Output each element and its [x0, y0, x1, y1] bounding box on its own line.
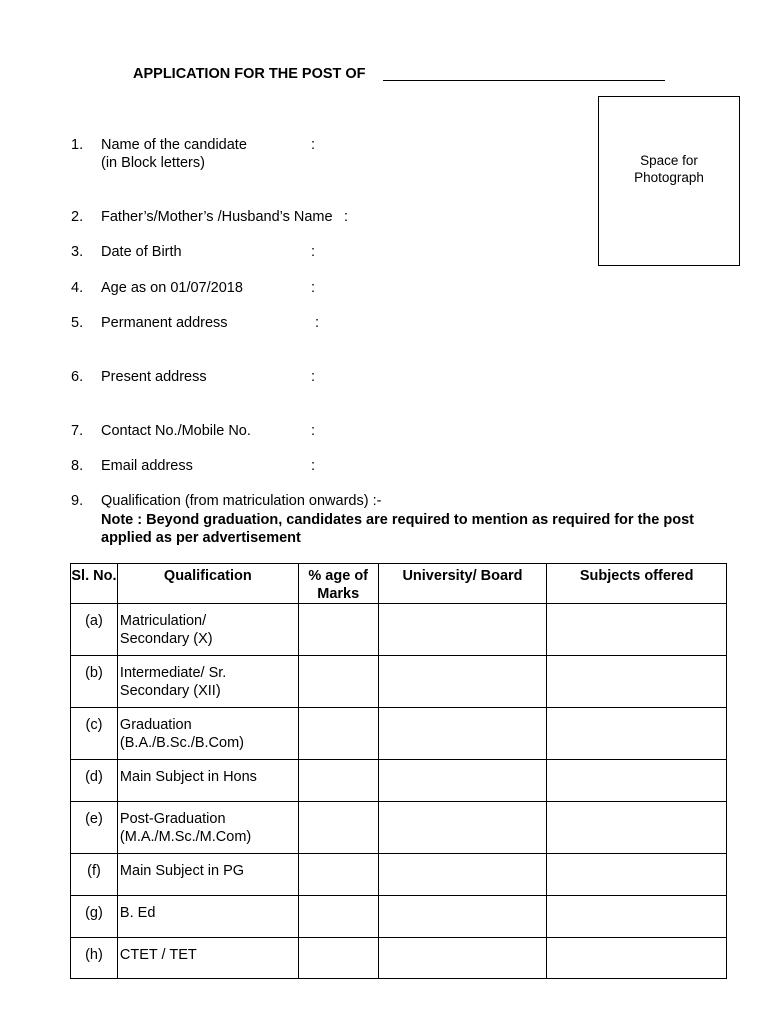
field-number: 5.: [71, 315, 84, 331]
qualification-line: B. Ed: [119, 905, 156, 921]
qualification-cell: [117, 656, 298, 708]
field-colon: :: [311, 423, 316, 439]
field-number: 8.: [71, 458, 84, 474]
marks-cell[interactable]: [298, 854, 378, 896]
sl-no: (a): [71, 604, 118, 656]
form-title: APPLICATION FOR THE POST OF: [133, 66, 366, 82]
photo-label: [599, 152, 739, 186]
field-label-dob: Date of Birth: [101, 244, 182, 260]
subjects-cell[interactable]: [547, 938, 727, 979]
marks-cell[interactable]: [298, 896, 378, 938]
table-row: [71, 760, 727, 802]
sl-no: (f): [71, 854, 118, 896]
qualification-line: (M.A./M.Sc./M.Com): [119, 829, 252, 845]
university-cell[interactable]: [378, 604, 547, 656]
qualification-line: (B.A./B.Sc./B.Com): [119, 735, 245, 751]
table-row: [71, 896, 727, 938]
field-number: 3.: [71, 244, 84, 260]
field-sublabel-block-letters: (in Block letters): [101, 155, 205, 171]
qualification-line: Intermediate/ Sr.: [119, 665, 227, 681]
table-row: [71, 656, 727, 708]
col-header-qualification: Qualification: [117, 564, 298, 604]
subjects-cell[interactable]: [547, 708, 727, 760]
qualification-line: Main Subject in PG: [119, 863, 245, 879]
field-label-qualification: Qualification (from matriculation onwards) :-: [101, 493, 382, 509]
photo-label-line1: Space for: [640, 153, 698, 168]
marks-cell[interactable]: [298, 604, 378, 656]
qualification-line: Post-Graduation: [119, 811, 226, 827]
qualification-note: Note : Beyond graduation, candidates are required to mention as required for the post applied as per advertisement: [101, 512, 694, 546]
qualification-cell: [117, 760, 298, 802]
col-header-subjects: Subjects offered: [547, 564, 727, 604]
marks-cell[interactable]: [298, 760, 378, 802]
qualification-cell: [117, 708, 298, 760]
subjects-cell[interactable]: [547, 802, 727, 854]
qualification-cell: [117, 938, 298, 979]
university-cell[interactable]: [378, 802, 547, 854]
marks-cell[interactable]: [298, 656, 378, 708]
sl-no: (h): [71, 938, 118, 979]
qualification-table: [70, 563, 727, 979]
table-row: [71, 708, 727, 760]
sl-no: (c): [71, 708, 118, 760]
field-label-permanent-address: Permanent address: [101, 315, 228, 331]
table-row: [71, 802, 727, 854]
field-number: 9.: [71, 493, 84, 509]
field-label-name: Name of the candidate: [101, 137, 247, 153]
field-number: 7.: [71, 423, 84, 439]
field-number: 2.: [71, 209, 84, 225]
photo-label-line2: Photograph: [634, 170, 704, 185]
qualification-line: Secondary (XII): [119, 683, 221, 699]
field-number: 1.: [71, 137, 84, 153]
qualification-line: Secondary (X): [119, 631, 213, 647]
table-row: [71, 604, 727, 656]
sl-no: (d): [71, 760, 118, 802]
field-label-email: Email address: [101, 458, 193, 474]
subjects-cell[interactable]: [547, 896, 727, 938]
qualification-cell: [117, 896, 298, 938]
marks-cell[interactable]: [298, 802, 378, 854]
field-colon: :: [344, 209, 349, 225]
subjects-cell[interactable]: [547, 854, 727, 896]
marks-cell[interactable]: [298, 938, 378, 979]
subjects-cell[interactable]: [547, 604, 727, 656]
qualification-line: Graduation: [119, 717, 192, 733]
col-header-university: University/ Board: [378, 564, 547, 604]
university-cell[interactable]: [378, 854, 547, 896]
subjects-cell[interactable]: [547, 656, 727, 708]
field-label-present-address: Present address: [101, 369, 207, 385]
table-row: [71, 854, 727, 896]
university-cell[interactable]: [378, 938, 547, 979]
qualification-line: CTET / TET: [119, 947, 197, 963]
sl-no: (g): [71, 896, 118, 938]
field-colon: :: [311, 244, 316, 260]
qualification-cell: [117, 802, 298, 854]
field-label-parent-name: Father’s/Mother’s /Husband’s Name: [101, 209, 333, 225]
field-label-contact: Contact No./Mobile No.: [101, 423, 251, 439]
qualification-line: Matriculation/: [119, 613, 207, 629]
photo-box: [598, 96, 740, 266]
sl-no: (e): [71, 802, 118, 854]
field-colon: :: [315, 315, 320, 331]
field-label-age: Age as on 01/07/2018: [101, 280, 243, 296]
table-row: [71, 938, 727, 979]
field-colon: :: [311, 369, 316, 385]
table-header-row: [71, 564, 727, 604]
field-colon: :: [311, 137, 316, 153]
field-number: 6.: [71, 369, 84, 385]
sl-no: (b): [71, 656, 118, 708]
subjects-cell[interactable]: [547, 760, 727, 802]
field-colon: :: [311, 458, 316, 474]
qualification-line: Main Subject in Hons: [119, 769, 257, 785]
university-cell[interactable]: [378, 708, 547, 760]
university-cell[interactable]: [378, 656, 547, 708]
field-number: 4.: [71, 280, 84, 296]
university-cell[interactable]: [378, 760, 547, 802]
university-cell[interactable]: [378, 896, 547, 938]
qualification-cell: [117, 854, 298, 896]
col-header-marks: % age of Marks: [298, 564, 378, 604]
post-name-blank[interactable]: [383, 80, 665, 81]
col-header-sl-no: Sl. No.: [71, 564, 118, 604]
field-colon: :: [311, 280, 316, 296]
qualification-cell: [117, 604, 298, 656]
marks-cell[interactable]: [298, 708, 378, 760]
